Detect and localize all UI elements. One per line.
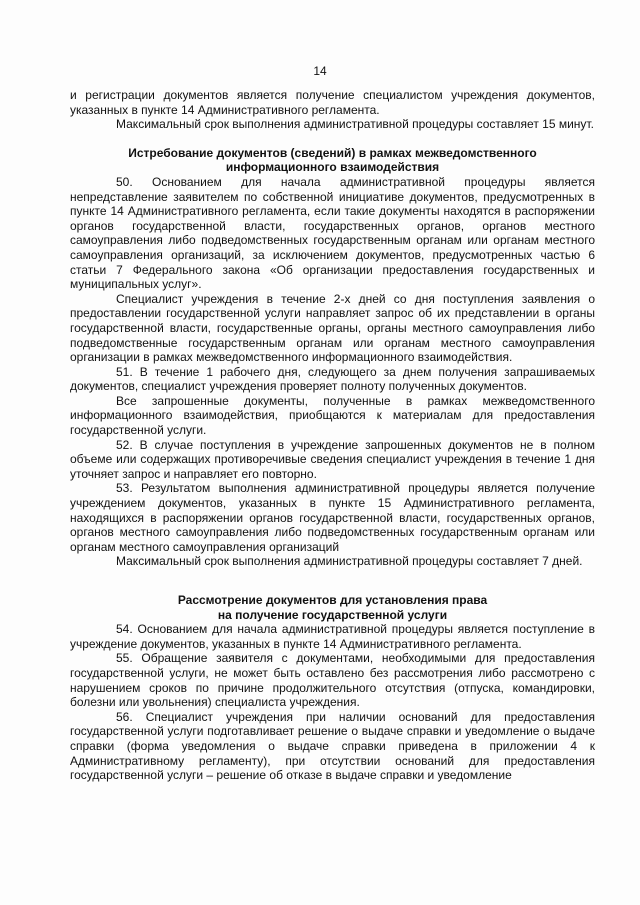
paragraph: Специалист учреждения в течение 2-х дней со дня поступления заявления о предоставлении государственной услуги направляет запрос об их представлении в органы государственной власти, государственные органы, органы местного самоуправления либо подведомственные государственным органам или органам местного самоуправления организации в рамках межведомственного информационного взаимодействия. (70, 291, 595, 365)
section-heading (70, 146, 595, 175)
paragraph: 51. В течение 1 рабочего дня, следующего за днем получения запрашиваемых документов, специалист учреждения проверяет полноту полученных документов. (70, 364, 595, 394)
section-heading-line: информационного взаимодействия (225, 160, 440, 175)
paragraph: Максимальный срок выполнения административной процедуры составляет 15 минут. (116, 117, 594, 132)
page-number: 14 (313, 64, 327, 78)
paragraph: 52. В случае поступления в учреждение запрошенных документов не в полном объеме или содержащих противоречивые сведения специалист учреждения в течение 1 дня уточняет запрос и направляет его повторно. (70, 437, 595, 481)
section-heading-line: Истребование документов (сведений) в рамках межведомственного (128, 145, 537, 160)
paragraph: 54. Основанием для начала административной процедуры является поступление в учреждение документов, указанных в пункте 14 Административного регламента. (70, 622, 595, 651)
paragraph: Все запрошенные документы, полученные в рамках межведомственного информационного взаимодействия, приобщаются к материалам для предоставления государственной услуги. (70, 393, 595, 438)
paragraph: 55. Обращение заявителя с документами, необходимыми для предоставления государственной услуги, не может быть оставлено без рассмотрения либо рассмотрено с нарушением сроков по причине продолжительного отсутствия (отпуска, командировки, болезни или увольнения) специалиста учреждения. (70, 651, 595, 710)
paragraph: 56. Специалист учреждения при наличии оснований для предоставления государственной услуги подготавливает решение о выдаче справки и уведомление о выдаче справки (форма уведомления о выдаче справки приведена в приложении 4 к Административному регламенту), при отсутствии оснований для предоставления государственной услуги – решение об отказе в выдаче справки и уведомление (70, 709, 595, 783)
spacer (70, 132, 595, 146)
document-body (70, 88, 595, 783)
paragraph: 53. Результатом выполнения административной процедуры является получение учреждением документов, указанных в пункте 15 Административного регламента, находящихся в распоряжении органов государственной власти, государственных органов, органов местного самоуправления либо подведомственных государственным органам или органам местного самоуправления организаций (70, 481, 595, 554)
paragraph: Максимальный срок выполнения административной процедуры составляет 7 дней. (116, 554, 583, 569)
section-heading-line: Рассмотрение документов для установления права (177, 593, 488, 607)
paragraph: 50. Основанием для начала административной процедуры является непредставление заявителем по собственной инициативе документов, предусмотренных в пункте 14 Административного регламента, если такие документы находятся в распоряжении органов государственной власти, государственных органов, органов местного самоуправления либо подведомственных государственным органам или органам местного самоуправления организаций, за исключением документов, предусмотренных частью 6 статьи 7 Федерального закона «Об организации предоставления государственных и муниципальных услуг». (70, 174, 595, 292)
section-heading (70, 593, 595, 622)
spacer (70, 569, 595, 593)
paragraph: и регистрации документов является получение специалистом учреждения документов, указанных в пункте 14 Административного регламента. (70, 88, 595, 117)
section-heading-line: на получение государственной услуги (217, 607, 448, 622)
